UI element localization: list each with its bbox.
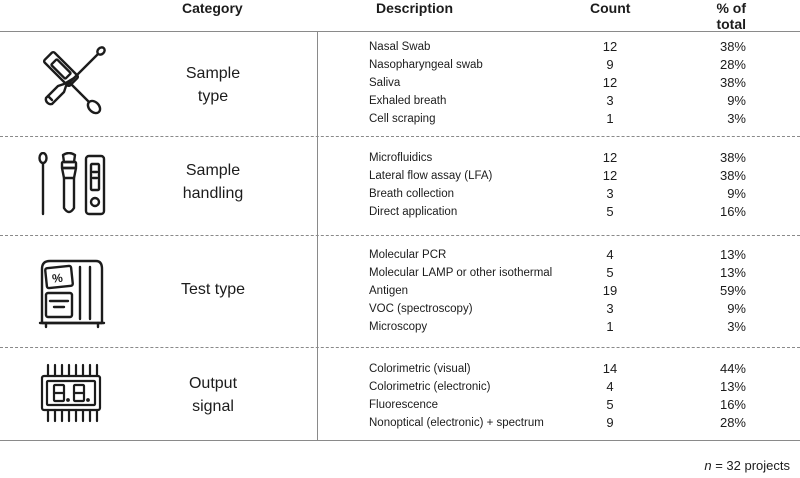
row-description: Breath collection (369, 188, 455, 200)
row-count: 12 (602, 75, 618, 90)
row-count: 12 (602, 150, 618, 165)
table-row (0, 360, 800, 378)
row-count: 1 (606, 111, 614, 126)
header-percent: % of total (716, 0, 746, 32)
table-row (0, 203, 800, 221)
table-row (0, 300, 800, 318)
row-count: 1 (606, 319, 614, 334)
row-count: 3 (606, 93, 614, 108)
row-description: Nasopharyngeal swab (369, 59, 483, 71)
row-description: Direct application (369, 206, 458, 218)
row-percent: 9% (727, 301, 746, 316)
row-percent: 9% (727, 93, 746, 108)
svg-text:%: % (51, 270, 64, 286)
header-description: Description (376, 0, 454, 16)
row-count: 12 (602, 39, 618, 54)
table-row (0, 282, 800, 300)
footer-rule (0, 440, 800, 441)
row-description: VOC (spectroscopy) (369, 303, 473, 315)
table-row (0, 396, 800, 414)
table-row (0, 264, 800, 282)
row-percent: 13% (719, 379, 746, 394)
table-row (0, 38, 800, 56)
section-divider (0, 235, 800, 236)
row-description: Lateral flow assay (LFA) (369, 170, 493, 182)
section-divider (0, 136, 800, 137)
row-percent: 38% (719, 168, 746, 183)
row-percent: 38% (719, 150, 746, 165)
row-count: 4 (606, 247, 614, 262)
category-label: Test type (180, 281, 246, 298)
table-row (0, 185, 800, 203)
row-description: Molecular PCR (369, 249, 447, 261)
table-row (0, 246, 800, 264)
row-count: 4 (606, 379, 614, 394)
table-row (0, 149, 800, 167)
header-count: Count (590, 0, 631, 16)
row-description: Colorimetric (electronic) (369, 381, 491, 393)
table-row (0, 110, 800, 128)
row-description: Colorimetric (visual) (369, 363, 471, 375)
header-category: Category (182, 0, 243, 16)
row-description: Antigen (369, 285, 409, 297)
table-row (0, 414, 800, 432)
row-percent: 9% (727, 186, 746, 201)
row-count: 5 (606, 204, 614, 219)
row-count: 12 (602, 168, 618, 183)
category-label: Sample handling (182, 162, 244, 202)
category-label: Sample type (185, 65, 241, 105)
table-row (0, 378, 800, 396)
table-row (0, 92, 800, 110)
row-percent: 38% (719, 39, 746, 54)
row-count: 5 (606, 265, 614, 280)
row-description: Nonoptical (electronic) + spectrum (369, 417, 544, 429)
row-description: Fluorescence (369, 399, 439, 411)
row-count: 9 (606, 415, 614, 430)
row-description: Molecular LAMP or other isothermal (369, 267, 553, 279)
row-description: Microscopy (369, 321, 428, 333)
table-row (0, 74, 800, 92)
sample-size-note: n = 32 projects (704, 458, 790, 473)
table-row (0, 318, 800, 336)
row-percent: 3% (727, 319, 746, 334)
row-count: 5 (606, 397, 614, 412)
row-count: 14 (602, 361, 618, 376)
row-count: 19 (602, 283, 618, 298)
row-description: Exhaled breath (369, 95, 447, 107)
table-row (0, 56, 800, 74)
row-count: 9 (606, 57, 614, 72)
row-percent: 38% (719, 75, 746, 90)
row-percent: 13% (719, 265, 746, 280)
row-percent: 16% (719, 204, 746, 219)
row-percent: 44% (719, 361, 746, 376)
row-percent: 28% (719, 57, 746, 72)
row-percent: 13% (719, 247, 746, 262)
row-description: Microfluidics (369, 152, 433, 164)
section-divider (0, 347, 800, 348)
row-percent: 28% (719, 415, 746, 430)
row-percent: 3% (727, 111, 746, 126)
row-description: Nasal Swab (369, 41, 431, 53)
row-percent: 59% (719, 283, 746, 298)
row-description: Cell scraping (369, 113, 436, 125)
header-rule (0, 31, 800, 32)
row-percent: 16% (719, 397, 746, 412)
row-description: Saliva (369, 77, 401, 89)
table-row (0, 167, 800, 185)
row-count: 3 (606, 186, 614, 201)
row-count: 3 (606, 301, 614, 316)
category-label: Output signal (188, 375, 238, 415)
